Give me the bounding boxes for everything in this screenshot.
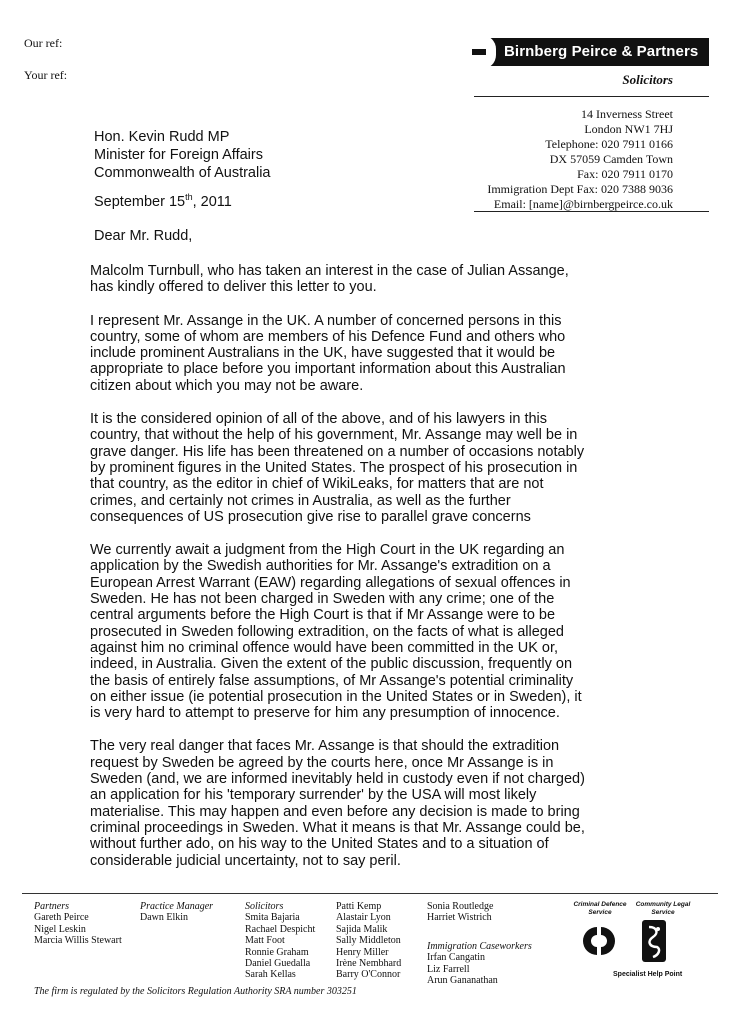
footer-practice-manager [140,901,213,924]
cls-caption: Community Legal Service [635,901,691,916]
community-legal-service-icon [641,919,667,963]
cds-caption: Criminal Defence Service [573,901,627,916]
solicitor-name: Irène Nembhard [336,958,402,970]
solicitor-name: Henry Miller [336,946,389,958]
address-line: DX 57059 Camden Town [549,152,673,166]
solicitor-name: Matt Foot [245,935,285,947]
recipient-line: Commonwealth of Australia [94,165,271,181]
solicitor-name: Ronnie Graham [245,946,309,958]
solicitor-name: Alastair Lyon [336,912,391,924]
regulation-statement: The firm is regulated by the Solicitors Regulation Authority SRA number 303251 [34,986,357,997]
letterhead [474,38,709,212]
date-prefix: September 15 [94,193,186,210]
solicitor-name: Sally Middleton [336,935,401,947]
address-line: Telephone: 020 7911 0166 [545,137,673,151]
firm-type: Solicitors [622,72,673,87]
practice-manager-heading: Practice Manager [140,901,214,912]
letter-body [90,263,590,886]
solicitors-heading: Solicitors [245,901,284,912]
salutation: Dear Mr. Rudd, [94,228,193,244]
body-paragraph: I represent Mr. Assange in the UK. A number of concerned persons in this country, some of whom are members of his Defence Fund and others who include prominent Australians in the UK, have suggested that it would be appropriate to place before you important information about this Australian citizen about which you may not be aware. [90,312,566,394]
address-line: Immigration Dept Fax: 020 7388 9036 [487,182,673,196]
immigration-heading: Immigration Caseworkers [427,940,532,952]
letterhead-divider [474,96,709,97]
solicitor-name: Daniel Guedalla [245,958,311,970]
caseworker-name: Irfan Cangatin [427,952,486,964]
recipient-line: Hon. Kevin Rudd MP [94,129,230,145]
recipient-line: Minister for Foreign Affairs [94,147,263,163]
caseworker-name: Liz Farrell [427,963,470,975]
firm-logo-icon [472,35,496,69]
criminal-defence-service-icon [577,921,621,961]
column-gap [427,924,532,941]
partners-heading: Partners [34,901,69,912]
staff-name: Harriet Wistrich [427,912,492,924]
partner-name: Nigel Leskin [34,923,86,935]
date-year: , 2011 [192,193,232,210]
letter-date [94,192,232,210]
your-ref-label: Your ref: [24,68,68,82]
firm-name: Birnberg Peirce & Partners [504,43,699,60]
partner-name: Gareth Peirce [34,912,89,924]
address-line: London NW1 7HJ [584,122,673,136]
footer-solicitors-continued [336,901,401,981]
solicitor-name: Patti Kemp [336,901,382,912]
footer-solicitors [245,901,315,981]
solicitor-name: Smita Bajaria [245,912,300,924]
solicitor-name: Sajida Malik [336,923,388,935]
specialist-help-point-caption: Specialist Help Point [613,971,683,978]
practice-manager-name: Dawn Elkin [140,912,189,924]
caseworker-name: Arun Gananathan [427,975,498,987]
body-paragraph: The very real danger that faces Mr. Assange is that should the extradition request by Sweden be agreed by the courts here, once Mr Assange is in Sweden (and, we are informed inevitably held in custody even if not charged) an application for his 'temporary surrender' by the USA will most likely materialise. This may happen and even before any decision is made to bring criminal proceedings in Sweden. What it means is that Mr. Assange could be, without further ado, on his way to the United States and to a situation of considerable judicial uncertainty, not to say peril. [90,738,585,869]
solicitor-name: Sarah Kellas [245,969,296,981]
body-paragraph: Malcolm Turnbull, who has taken an interest in the case of Julian Assange, has kindly offered to deliver this letter to you. [90,263,569,296]
body-paragraph: It is the considered opinion of all of the above, and of his lawyers in this country, that without the help of his government, Mr. Assange may well be in grave danger. His life has been threatened on a number of occasions notably by prominent figures in the United States. The prospect of his prosecution in that country, as the editor in chief of WikiLeaks, for matters that are not crimes, and certainly not crimes in Australia, as well as the further consequences of US prosecution give rise to parallel grave concerns [90,411,585,525]
footer-logos [565,901,715,983]
footer-divider [22,893,718,894]
date-suffix: th [185,192,193,202]
address-line: 14 Inverness Street [581,107,673,121]
body-paragraph: We currently await a judgment from the High Court in the UK regarding an application by the Swedish authorities for Mr. Assange's extradition on a European Arrest Warrant (EAW) regarding allegations of sexual offences in Sweden. He has not been charged in Sweden with any crime; one of the central arguments before the High Court is that if Mr Assange were to be prosecuted in Sweden following extradition, on the facts of what is alleged against him no criminal offence would have been committed in the UK or, indeed, in Australia. Given the extent of the public discussion, frequently on the basis of entirely false assumptions, of Mr Assange's potential criminality on either issue (ie potential prosecution in the United States or in Sweden), it is very hard to attempt to preserve for him any presumption of innocence. [90,542,582,722]
footer-other-staff [427,901,532,986]
firm-address [474,107,709,212]
solicitor-name: Rachael Despicht [245,923,316,935]
our-ref-label: Our ref: [24,36,63,50]
letterhead-bottom-divider [474,211,709,212]
staff-name: Sonia Routledge [427,901,494,912]
address-line: Fax: 020 7911 0170 [577,167,673,181]
recipient-block [94,128,271,182]
solicitor-name: Barry O'Connor [336,969,401,981]
partner-name: Marcia Willis Stewart [34,935,122,947]
firm-logo-bar [474,38,709,66]
address-line: Email: [name]@birnbergpeirce.co.uk [493,197,673,211]
footer-partners [34,901,122,947]
